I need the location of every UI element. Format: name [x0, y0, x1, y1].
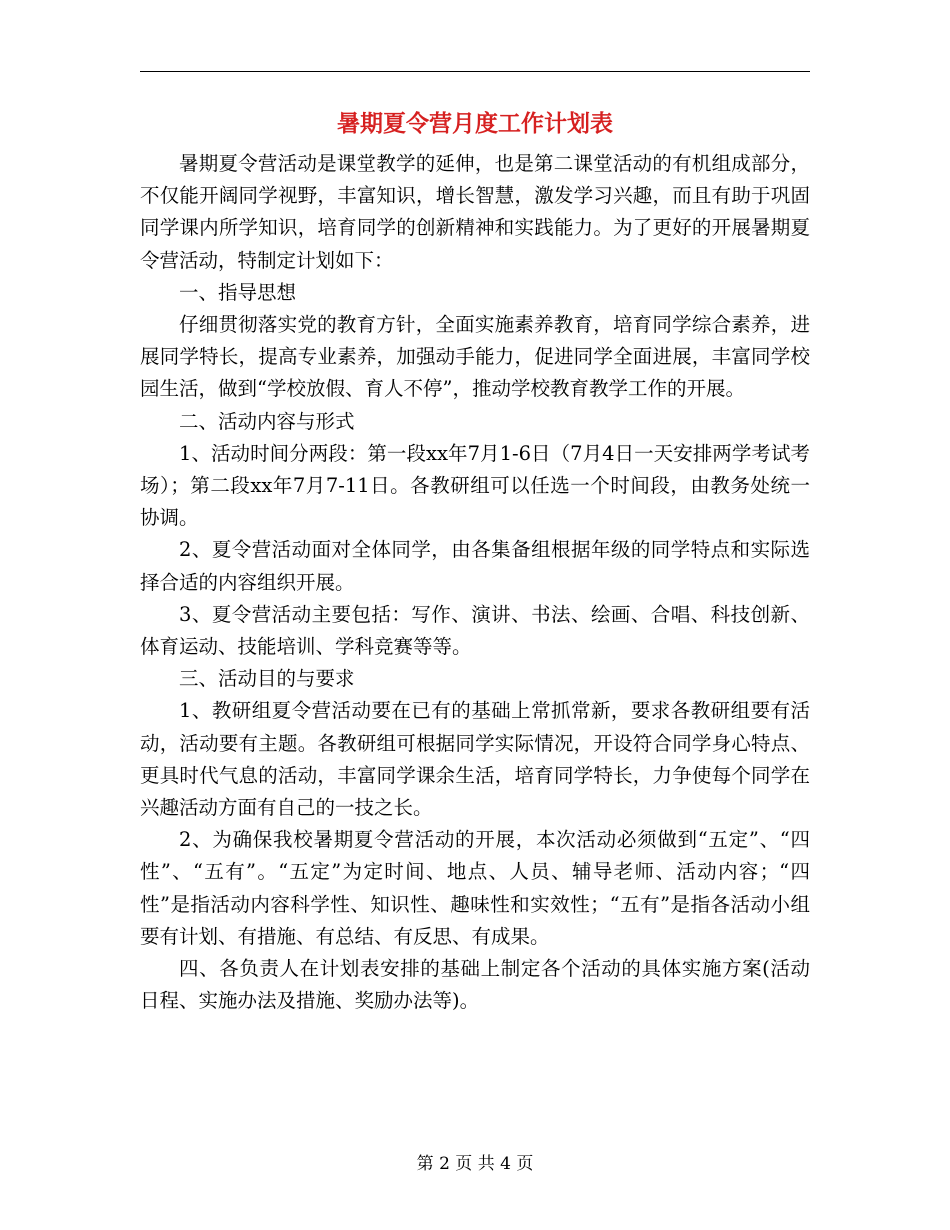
guiding-thought-paragraph: 仔细贯彻落实党的教育方针，全面实施素养教育，培育同学综合素养，进展同学特长，提高专业素养，加强动手能力，促进同学全面进展，丰富同学校园生活，做到“学校放假、育人不停”，推动学校教育教学工作的开展。 — [140, 313, 810, 401]
content-item-3: 3、夏令营活动主要包括：写作、演讲、书法、绘画、合唱、科技创新、体育运动、技能培训、学科竞赛等等。 — [140, 602, 810, 659]
section-heading-content-and-form: 二、活动内容与形式 — [179, 409, 355, 433]
intro-paragraph: 暑期夏令营活动是课堂教学的延伸，也是第二课堂活动的有机组成部分，不仅能开阔同学视野，丰富知识，增长智慧，激发学习兴趣，而且有助于巩固同学课内所学知识，培育同学的创新精神和实践能力。为了更好的开展暑期夏令营活动，特制定计划如下： — [140, 152, 810, 272]
document-body — [140, 148, 810, 1017]
page-number-footer: 第 2 页 共 4 页 — [416, 1154, 534, 1174]
content-item-1: 1、活动时间分两段：第一段xx年7月1-6日（7月4日一天安排两学考试考场）；第二段xx年7月7-11日。各教研组可以任选一个时间段，由教务处统一协调。 — [140, 441, 810, 530]
content-item-2: 2、夏令营活动面对全体同学，由各集备组根据年级的同学特点和实际选择合适的内容组织开展。 — [140, 538, 810, 594]
section-heading-goals-and-requirements: 三、活动目的与要求 — [179, 667, 355, 691]
header-rule — [140, 71, 810, 72]
document-title: 暑期夏令营月度工作计划表 — [337, 110, 613, 137]
section-four-paragraph: 四、各负责人在计划表安排的基础上制定各个活动的具体实施方案(活动日程、实施办法及措施、奖励办法等)。 — [140, 957, 810, 1013]
requirement-item-2: 2、为确保我校暑期夏令营活动的开展，本次活动必须做到“五定”、“四性”、“五有”。“五定”为定时间、地点、人员、辅导老师、活动内容；“四性”是指活动内容科学性、知识性、趣味性和实效性；“五有”是指各活动小组要有计划、有措施、有总结、有反思、有成果。 — [140, 828, 810, 948]
requirement-item-1: 1、教研组夏令营活动要在已有的基础上常抓常新，要求各教研组要有活动，活动要有主题。各教研组可根据同学实际情况，开设符合同学身心特点、更具时代气息的活动，丰富同学课余生活，培育同学特长，力争使每个同学在兴趣活动方面有自己的一技之长。 — [140, 699, 810, 820]
section-heading-guiding-thought: 一、指导思想 — [179, 280, 297, 304]
